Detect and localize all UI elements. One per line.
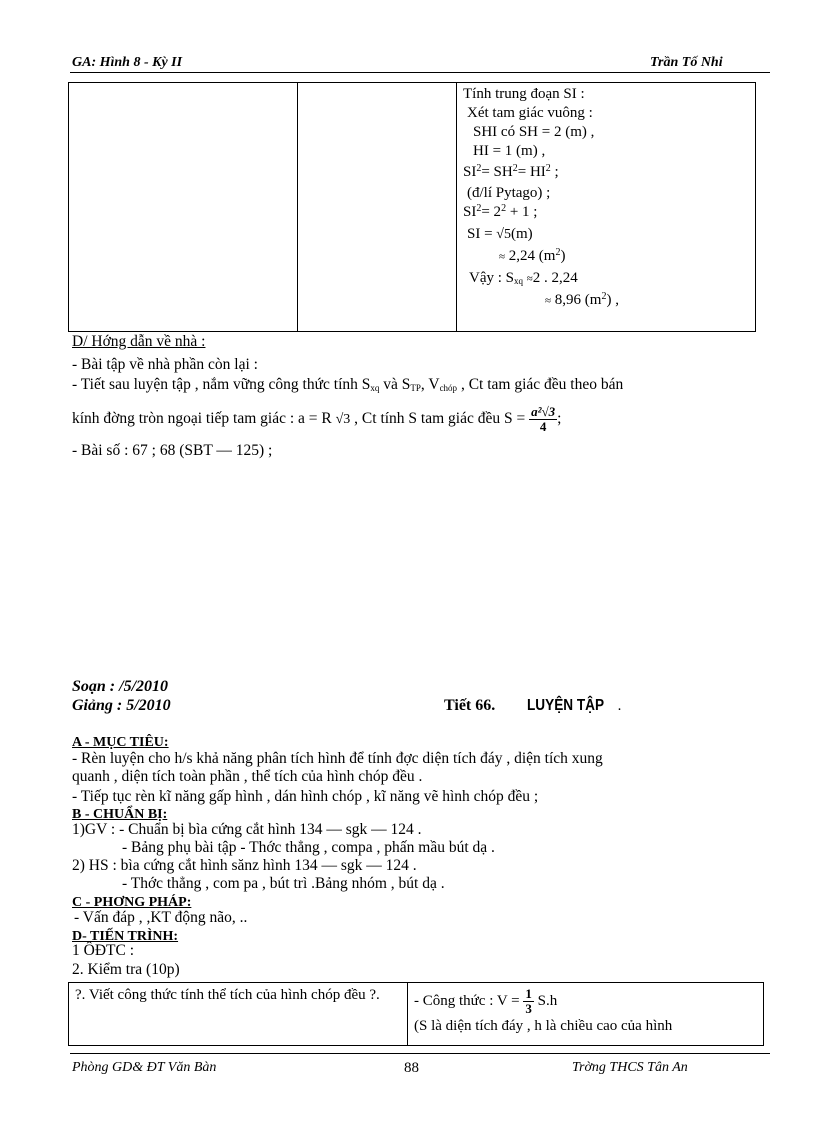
- section-d-line2: 2. Kiểm tra (10p): [72, 961, 180, 978]
- section-c-heading: C - PHƠNG PHÁP:: [72, 895, 192, 910]
- t1-si-line: SI = √5(m): [467, 226, 533, 242]
- triangle-area-fraction: $\frac{\text{a²√3}}{4}$: [531, 404, 556, 434]
- lesson-table: [68, 982, 764, 1046]
- table2-question: ?. Viết công thức tính thể tích của hình chóp đều ?.: [69, 983, 408, 1046]
- header-rule: [70, 72, 770, 73]
- one-third-fraction: $\frac{1}{3}$: [525, 986, 532, 1016]
- section-a-line2: quanh , diện tích toàn phần , thể tích của hình chóp đều .: [72, 768, 423, 785]
- homework-line4: - Bài số : 67 ; 68 (SBT — 125) ;: [72, 442, 273, 459]
- section-c-line1: - Vấn đáp , ,KT động não, ..: [74, 909, 248, 926]
- section-a-heading: A - MỤC TIÊU:: [72, 735, 169, 750]
- t1-pythag-line: $SI^2= SH^2= HI^2$ ;: [463, 163, 559, 180]
- t1-line: Xét tam giác vuông :: [467, 105, 593, 121]
- lesson-number: Tiết 66.: [444, 697, 496, 714]
- table1-col3: [457, 83, 756, 332]
- homework-line2: - Tiết sau luyện tập , nắm vững công thức tính $S_{xq}$ và $S_{TP}$, $V_{chóp}$ , Ct tam giác đều theo bán: [72, 376, 624, 393]
- t1-approx-line: ≈ 2,24 $(m^2)$: [499, 247, 566, 264]
- t1-line: HI = 1 (m) ,: [473, 143, 546, 159]
- section-b-heading: B - CHUẨN BỊ:: [72, 807, 168, 822]
- header-left: GA: Hình 8 - Kỳ II: [72, 55, 183, 70]
- footer-left: Phòng GD& ĐT Văn Bàn: [72, 1060, 217, 1075]
- t1-si2-line: $SI^2= 2^2 + 1$ ;: [463, 203, 538, 220]
- soan-date: Soạn : /5/2010: [72, 678, 169, 695]
- section-b-line2: - Bảng phụ bài tập - Thớc thẳng , compa , phấn mầu bút dạ .: [122, 839, 495, 856]
- section-b-line1: 1)GV : - Chuẩn bị bìa cứng cắt hình 134 — sgk — 124 .: [72, 821, 422, 838]
- table2-answer: - Công thức : V = $\frac{1}{3}$ S.h (S là diện tích đáy , h là chiều cao của hình: [408, 983, 764, 1046]
- homework-line3: kính đờng tròn ngoại tiếp tam giác : a = R √3 , Ct tính S tam giác đều S = $\frac{\text{a²√3}}{4}$ ;: [72, 404, 562, 434]
- section-d-line1: 1 ÔĐTC :: [72, 942, 134, 959]
- t1-line: SHI có SH = 2 (m) ,: [473, 124, 595, 140]
- section-b-line3: 2) HS : bìa cứng cắt hình sănz hình 134 — sgk — 124 .: [72, 857, 417, 874]
- section-d-heading: D- TIẾN TRÌNH:: [72, 929, 179, 944]
- homework-title: D/ Hớng dẫn về nhà :: [72, 333, 206, 350]
- footer-right: Trờng THCS Tân An: [572, 1060, 688, 1075]
- section-a-line1: - Rèn luyện cho h/s khả năng phân tích hình để tính đợc diện tích đáy , diện tích xung: [72, 750, 603, 767]
- t1-line: (đ/lí Pytago) ;: [467, 185, 551, 201]
- t1-vay-line: Vậy : $S_{xq} \approx 2$ . 2,24: [469, 270, 578, 286]
- footer-rule: [70, 1053, 770, 1054]
- table2-answer-line2: (S là diện tích đáy , h là chiều cao của hình: [414, 1018, 673, 1034]
- table1-col2: [298, 83, 457, 332]
- table1-col1: [69, 83, 298, 332]
- header-right: Trần Tố Nhi: [650, 55, 723, 70]
- section-a-line3: - Tiếp tục rèn kĩ năng gấp hình , dán hình chóp , kĩ năng vẽ hình chóp đều ;: [72, 788, 539, 805]
- lesson-table-continued: [68, 82, 756, 332]
- lesson-title: LUYỆN TẬP .: [527, 697, 622, 714]
- page-number: 88: [404, 1060, 419, 1076]
- t1-result-line: ≈ 8,96 $(m^2)$ ,: [545, 291, 619, 308]
- t1-line: Tính trung đoạn SI :: [463, 86, 585, 102]
- section-b-line4: - Thớc thẳng , com pa , bút trì .Bảng nhóm , bút dạ .: [122, 875, 445, 892]
- homework-line1: - Bài tập về nhà phần còn lại :: [72, 356, 258, 373]
- giang-date: Giảng : 5/2010: [72, 697, 171, 714]
